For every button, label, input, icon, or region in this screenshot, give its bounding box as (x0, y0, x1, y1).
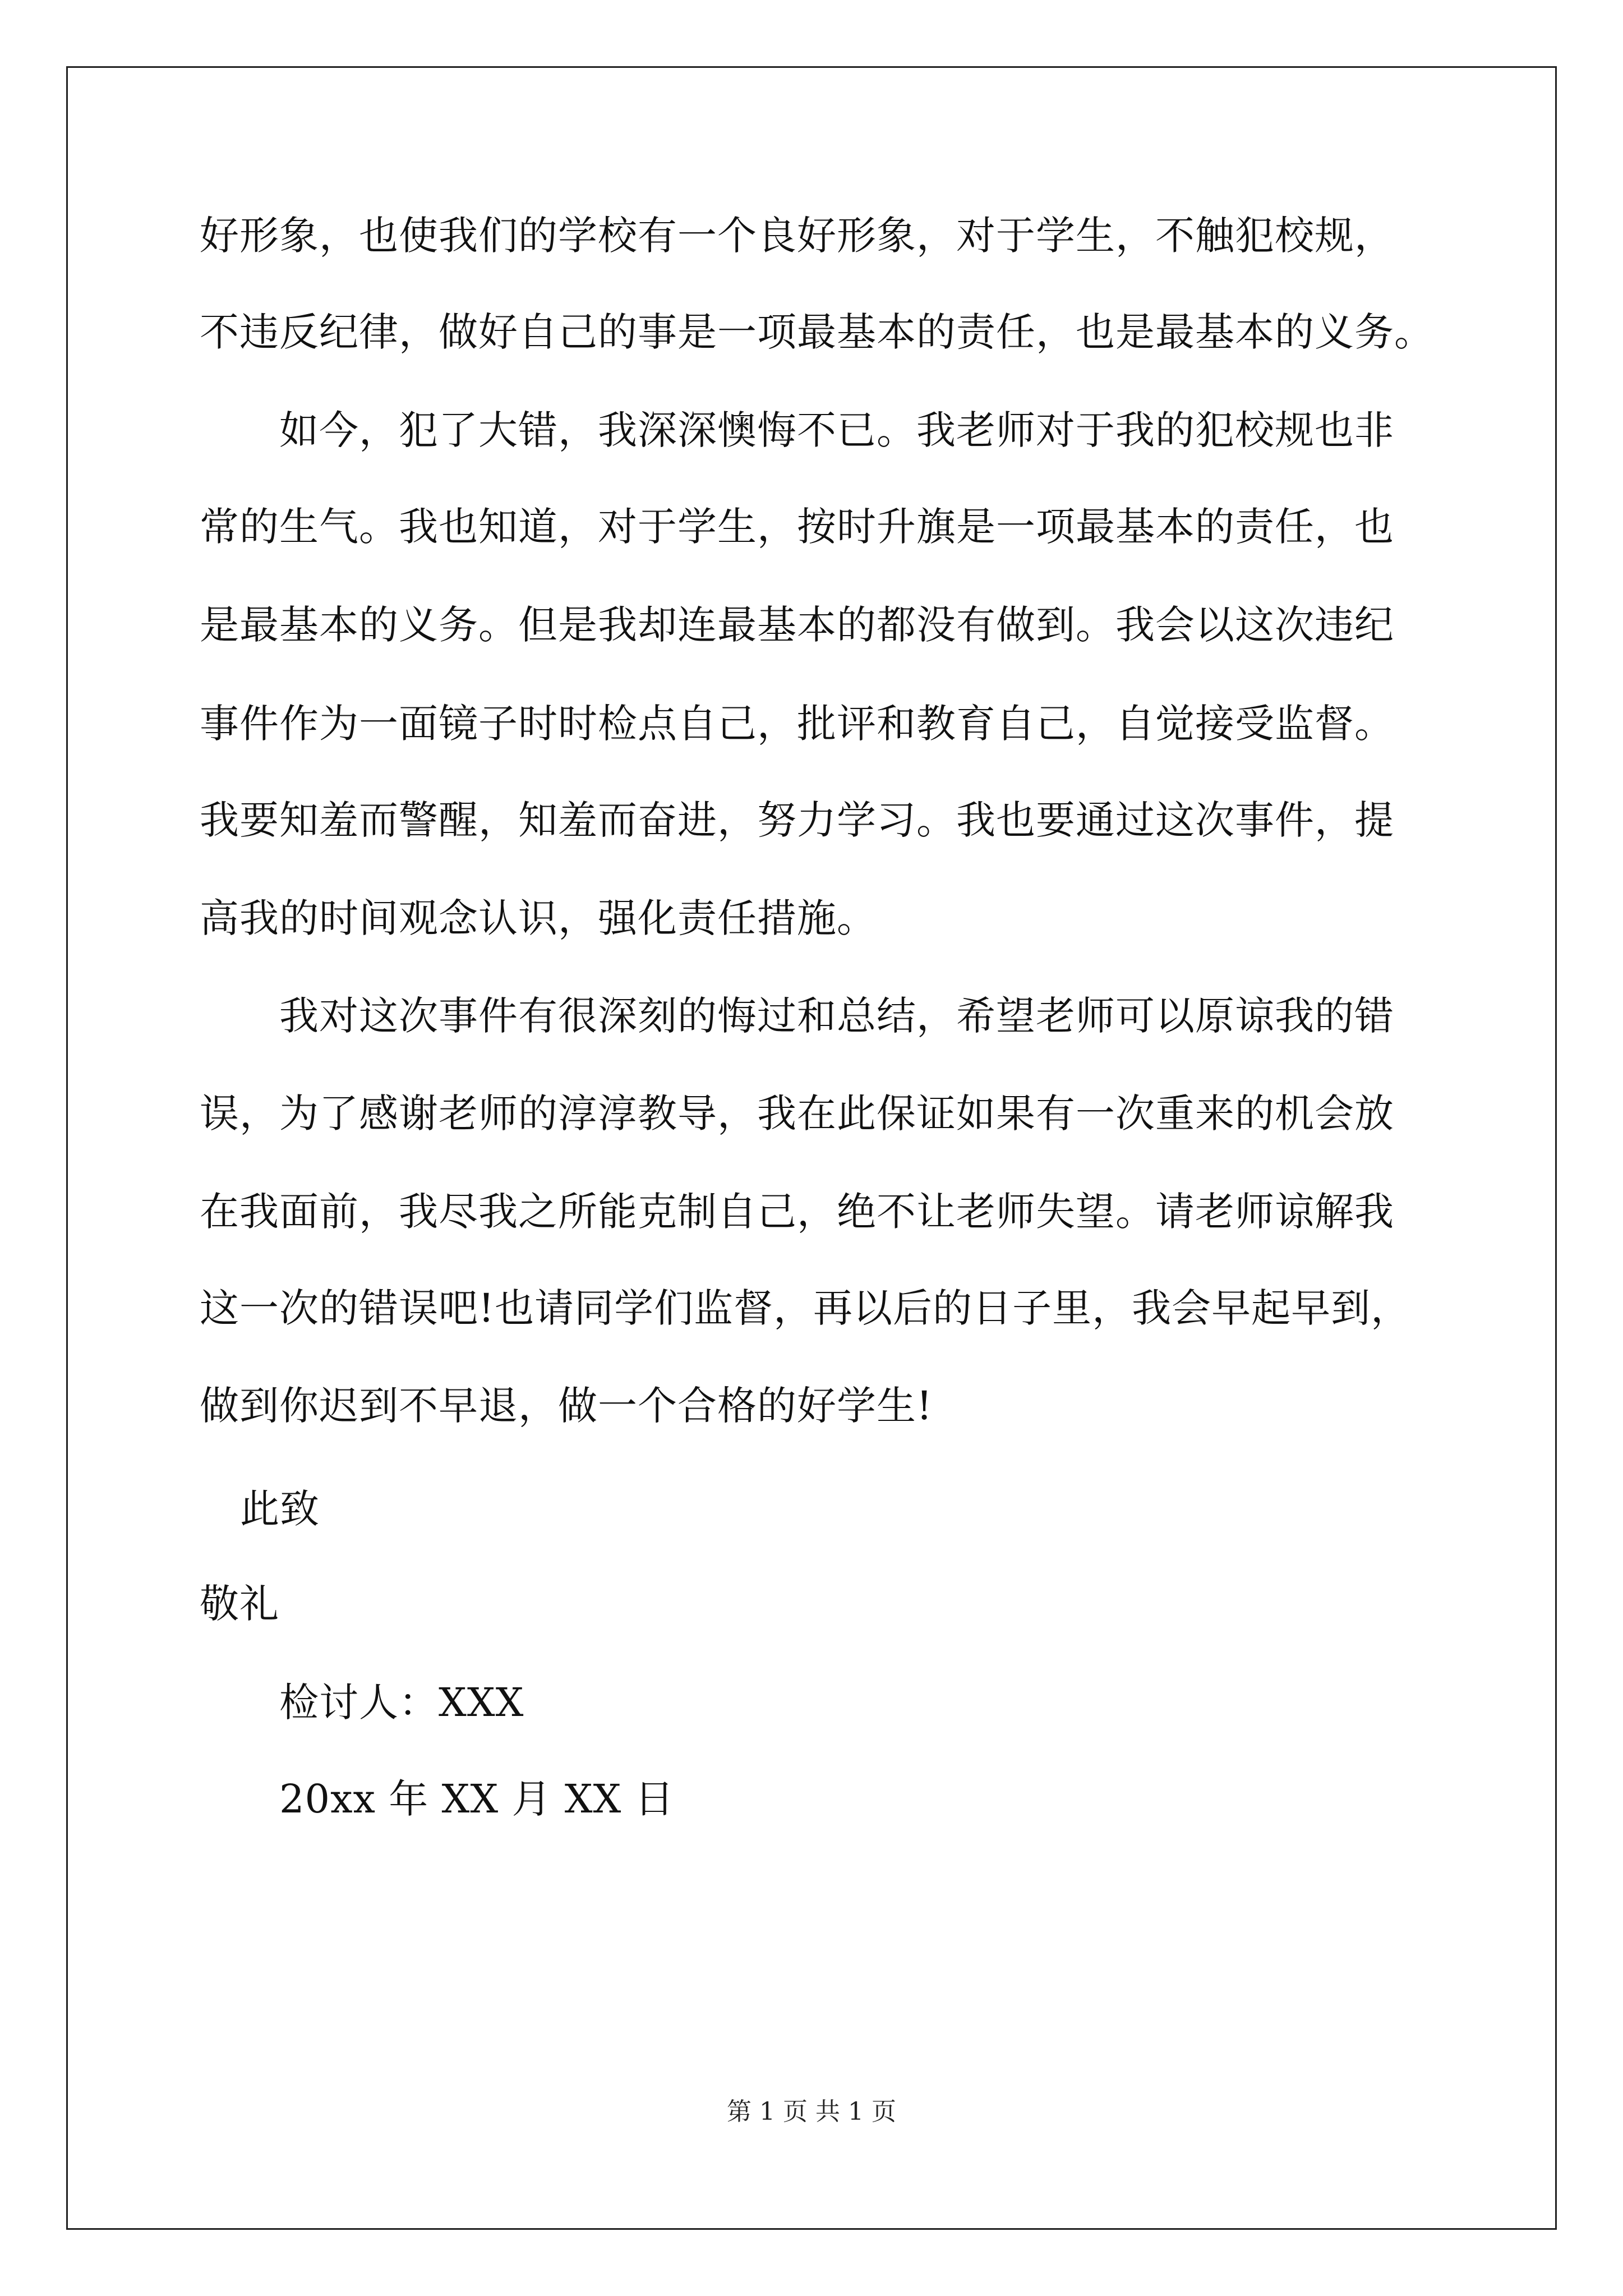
page-number-footer: 第 1 页 共 1 页 (727, 2097, 896, 2126)
body-line-9: 我对这次事件有很深刻的悔过和总结，希望老师可以原谅我的错 (279, 993, 1394, 1039)
body-line-11: 在我面前，我尽我之所能克制自己，绝不让老师失望。请老师谅解我 (200, 1189, 1394, 1235)
body-line-6: 事件作为一面镜子时时检点自己，批评和教育自己，自觉接受监督。 (200, 701, 1394, 747)
body-line-5: 是最基本的义务。但是我却连最基本的都没有做到。我会以这次违纪 (200, 602, 1394, 648)
body-line-8: 高我的时间观念认识，强化责任措施。 (200, 895, 877, 941)
body-line-4: 常的生气。我也知道，对于学生，按时升旗是一项最基本的责任，也 (200, 504, 1394, 550)
body-line-2: 不违反纪律，做好自己的事是一项最基本的责任，也是最基本的义务。 (200, 309, 1434, 355)
body-line-7: 我要知羞而警醒，知羞而奋进，努力学习。我也要通过这次事件，提 (200, 797, 1394, 843)
closing-salutation: 此致 (240, 1486, 320, 1532)
body-line-13: 做到你迟到不早退，做一个合格的好学生! (200, 1383, 933, 1429)
body-line-12: 这一次的错误吧!也请同学们监督，再以后的日子里，我会早起早到， (200, 1285, 1411, 1331)
body-line-10: 误，为了感谢老师的淳淳教导，我在此保证如果有一次重来的机会放 (200, 1091, 1394, 1137)
signature-date: 20xx 年 XX 月 XX 日 (279, 1776, 675, 1822)
body-line-1: 好形象，也使我们的学校有一个良好形象，对于学生，不触犯校规， (200, 213, 1394, 259)
body-line-3: 如今，犯了大错，我深深懊悔不已。我老师对于我的犯校规也非 (279, 407, 1394, 453)
closing-respect: 敬礼 (200, 1581, 279, 1627)
page-border (66, 66, 1557, 2230)
signer-name: 检讨人：XXX (279, 1680, 524, 1726)
